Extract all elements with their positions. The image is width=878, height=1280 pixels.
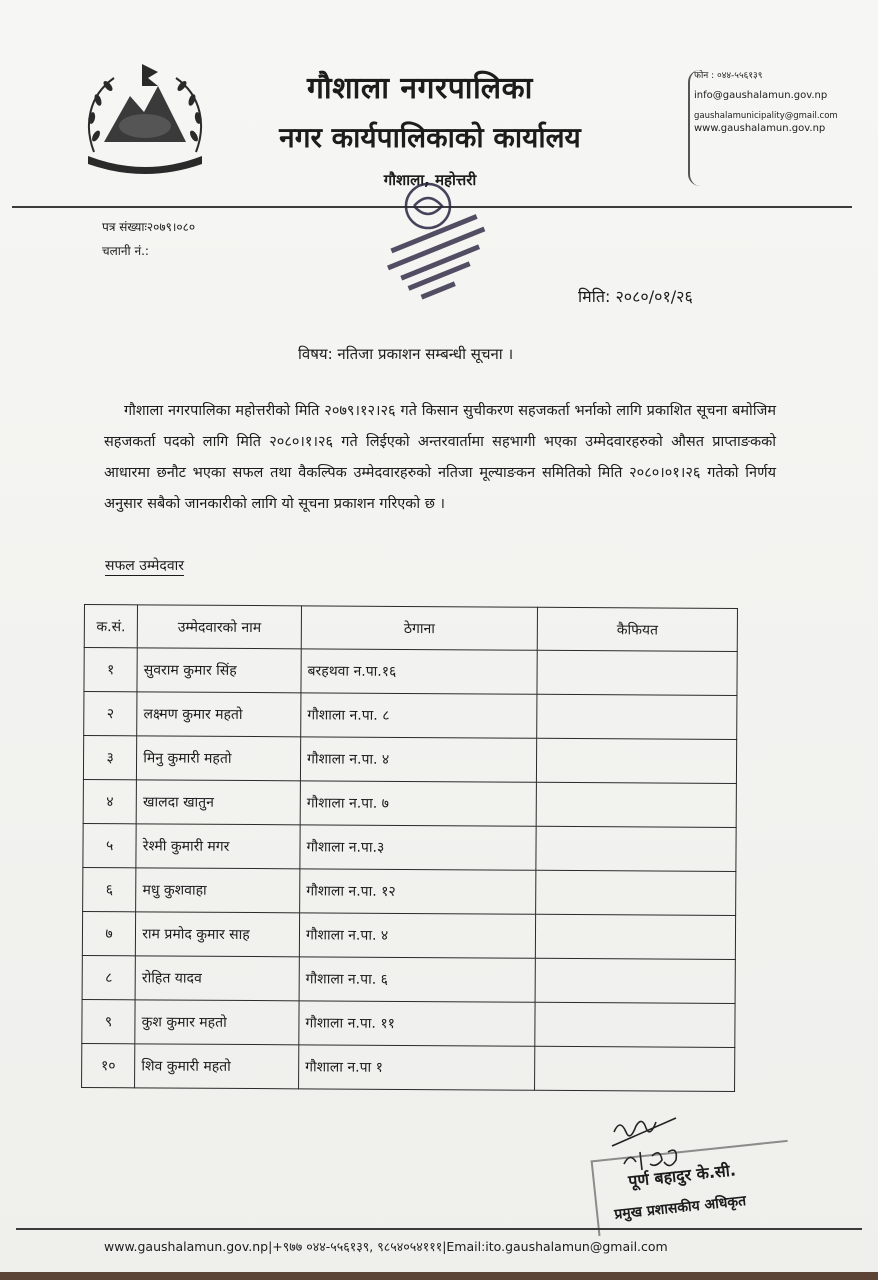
- table-row: [83, 779, 736, 827]
- letter-subject: विषय: नतिजा प्रकाशन सम्बन्धी सूचना ।: [298, 345, 514, 363]
- table-row: [83, 867, 736, 915]
- letter-number: पत्र संख्याः२०७९।०८०: [102, 220, 196, 234]
- cell-sn: २: [84, 692, 138, 736]
- cell-sn: ६: [83, 867, 137, 911]
- table-surface: [0, 1272, 878, 1280]
- cell-sn: ९: [82, 999, 136, 1043]
- cell-remarks: [536, 782, 736, 827]
- cell-address: गौशाला न.पा.३: [300, 825, 536, 870]
- cell-sn: १: [84, 648, 138, 692]
- municipality-name: गौशाला नगरपालिका: [307, 71, 533, 106]
- cell-address: गौशाला न.पा. १२: [300, 869, 536, 914]
- footer-divider: [16, 1228, 862, 1230]
- office-name: नगर कार्यपालिकाको कार्यालय: [279, 121, 581, 154]
- cell-name: राम प्रमोद कुमार साह: [136, 912, 300, 957]
- contact-email-alt: gaushalamunicipality@gmail.com: [694, 110, 838, 121]
- cell-name: लक्ष्मण कुमार महतो: [137, 692, 301, 737]
- cell-name: मधु कुशवाहा: [136, 868, 300, 913]
- cell-name: कुश कुमार महतो: [135, 1000, 299, 1045]
- letter-body: गौशाला नगरपालिका महोत्तरीको मिति २०७९।१२।२६ गते किसान सुचीकरण सहजकर्ता भर्नाको लागि प्रकाशित सूचना बमोजिम सहजकर्ता पदको लागि मिति २०८०।१।२६ गते लिईएको अन्तरवार्तामा सहभागी भएका उम्मेदवारहरुको औसत प्राप्ताङकको आधारमा छनौट भएका सफल तथा वैकल्पिक उम्मेदवारहरुको नतिजा मूल्याङकन समितिको मिति २०८०।०१।२६ गतेको निर्णय अनुसार सबैको जानकारीको लागि यो सूचना प्रकाशन गरिएको छ ।: [104, 403, 776, 512]
- cell-address: बरहथवा न.पा.१६: [301, 649, 537, 694]
- cell-address: गौशाला न.पा. ८: [301, 693, 537, 738]
- contact-block: [688, 70, 874, 186]
- cell-name: शिव कुमारी महतो: [135, 1044, 299, 1089]
- cell-name: रेश्मी कुमारी मगर: [136, 824, 300, 869]
- table-row: [84, 692, 737, 740]
- table-row: [84, 648, 737, 696]
- cell-remarks: [535, 958, 735, 1003]
- cell-address: गौशाला न.पा. ४: [299, 913, 535, 958]
- footer-contact: www.gaushalamun.gov.np|+९७७ ०४४-५५६१३९, ९८५४०५४१११|Email:ito.gaushalamun@gmail.com: [104, 1239, 668, 1254]
- cell-remarks: [535, 1046, 735, 1091]
- cell-sn: ८: [82, 955, 136, 999]
- cell-remarks: [536, 870, 736, 915]
- column-header-sn: क.सं.: [84, 605, 137, 648]
- results-table: [81, 604, 738, 1092]
- cell-remarks: [536, 738, 736, 783]
- cell-remarks: [537, 694, 737, 739]
- cell-address: गौशाला न.पा. ११: [299, 1001, 535, 1046]
- contact-phone: फोन : ०४४-५५६१३९: [694, 71, 763, 81]
- letter-date: मिति: २०८०/०१/२६: [578, 287, 693, 306]
- table-row: [82, 999, 735, 1047]
- office-stamp-icon: [362, 176, 502, 306]
- nepal-government-emblem-icon: [74, 56, 216, 176]
- section-title-successful: सफल उम्मेदवार: [105, 558, 184, 574]
- column-header-name: उम्मेदवारको नाम: [137, 605, 301, 649]
- dispatch-number: चलानी नं.:: [102, 244, 149, 258]
- cell-address: गौशाला न.पा १: [299, 1045, 535, 1090]
- cell-name: खालदा खातुन: [136, 780, 300, 825]
- cell-address: गौशाला न.पा. ६: [299, 957, 535, 1002]
- cell-sn: ३: [83, 736, 137, 780]
- cell-remarks: [536, 826, 736, 871]
- signatory-title: प्रमुख प्रशासकीय अधिकृत: [613, 1193, 747, 1223]
- office-location: गौशाला, महोत्तरी: [383, 171, 477, 189]
- table-row: [82, 955, 735, 1003]
- cell-name: सुवराम कुमार सिंह: [137, 648, 301, 693]
- cell-remarks: [537, 650, 737, 695]
- cell-name: रोहित यादव: [135, 956, 299, 1001]
- table-row: [82, 1043, 735, 1091]
- cell-remarks: [535, 914, 735, 959]
- cell-sn: ४: [83, 779, 137, 823]
- results-header-row: [84, 605, 737, 652]
- cell-sn: ५: [83, 823, 137, 867]
- table-row: [83, 736, 736, 784]
- cell-name: मिनु कुमारी महतो: [137, 736, 301, 781]
- contact-email: info@gaushalamun.gov.np: [694, 90, 828, 102]
- contact-website: www.gaushalamun.gov.np: [694, 122, 826, 134]
- table-row: [83, 823, 736, 871]
- cell-remarks: [535, 1002, 735, 1047]
- signatory-name: पूर्ण बहादुर के.सी.: [627, 1160, 737, 1191]
- cell-address: गौशाला न.पा. ४: [300, 737, 536, 782]
- column-header-remarks: कैफियत: [537, 607, 737, 651]
- table-row: [82, 911, 735, 959]
- cell-sn: १०: [82, 1043, 136, 1087]
- cell-sn: ७: [82, 911, 136, 955]
- cell-address: गौशाला न.पा. ७: [300, 781, 536, 826]
- column-header-address: ठेगाना: [301, 606, 537, 650]
